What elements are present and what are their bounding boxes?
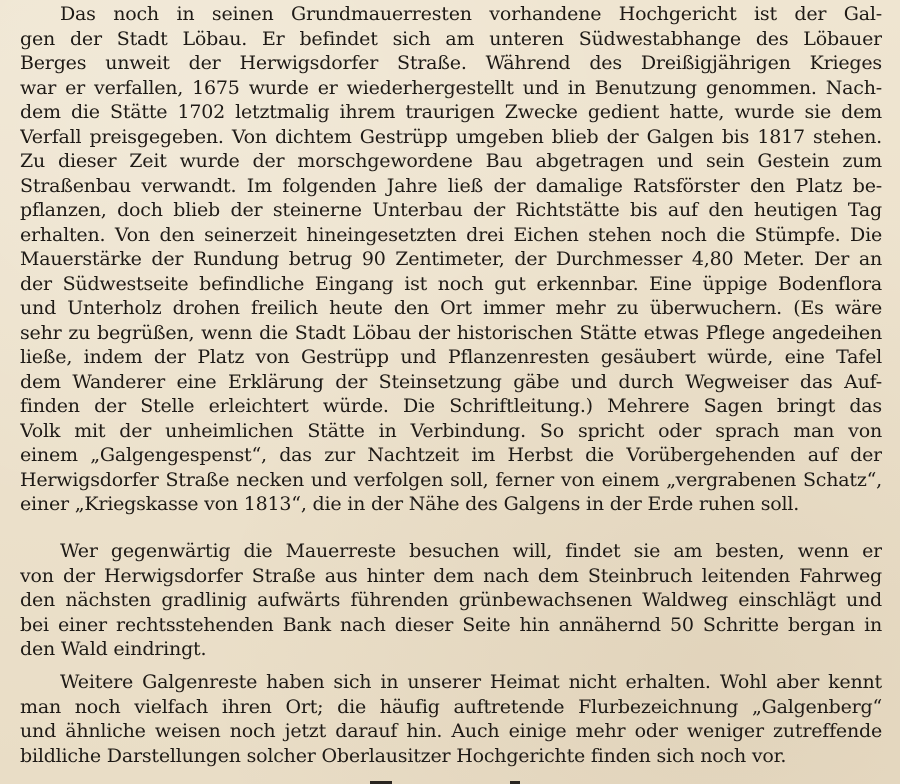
text-line: ließe, indem der Platz von Gestrüpp und Pflanzenresten gesäubert würde, eine Tafel [20, 346, 882, 368]
text-line: von der Herwigsdorfer Straße aus hinter dem nach dem Steinbruch leitenden Fahrweg [20, 564, 882, 587]
text-line: dem Wanderer eine Erklärung der Steinsetzung gäbe und durch Wegweiser das Auf- [20, 370, 882, 393]
text-line: einer „Kriegskasse von 1813“, die in der Nähe des Galgens in der Erde ruhen soll. [20, 493, 800, 515]
text-line: Herwigsdorfer Straße necken und verfolgen soll, ferner von einem „vergrabenen Schatz“, [20, 468, 882, 491]
text-line: Zu dieser Zeit wurde der morschgewordene Bau abgetragen und sein Gestein zum [20, 150, 882, 172]
text-line: der Südwestseite befindliche Eingang ist noch gut erkennbar. Eine üppige Bodenflora [20, 272, 882, 295]
text-line: Verfall preisgegeben. Von dichtem Gestrüpp umgeben blieb der Galgen bis 1817 stehen. [20, 125, 882, 148]
text-line: pflanzen, doch blieb der steinerne Unterbau der Richtstätte bis auf den heutigen Tag [20, 199, 882, 221]
text-line: Das noch in seinen Grundmauerresten vorhandene Hochgericht ist der Gal- [60, 3, 882, 25]
text-line: finden der Stelle erleichtert würde. Die Schriftleitung.) Mehrere Sagen bringt das [20, 395, 882, 417]
text-line: den nächsten gradlinig aufwärts führenden grünbewachsenen Waldweg einschlägt und [20, 589, 882, 611]
text-line: den Wald eindringt. [20, 638, 207, 660]
text-line: Mauerstärke der Rundung betrug 90 Zentimeter, der Durchmesser 4,80 Meter. Der an [20, 248, 882, 270]
footer-marks [0, 778, 900, 784]
text-line: und Unterholz drohen freilich heute den Ort immer mehr zu überwuchern. (Es wäre [20, 297, 882, 319]
paragraph-1 [20, 2, 882, 517]
text-line: dem die Stätte 1702 letztmalig ihrem traurigen Zwecke gedient hatte, wurde sie dem [20, 101, 882, 123]
text-line: war er verfallen, 1675 wurde er wiederhergestellt und in Benutzung genommen. Nach- [20, 76, 882, 99]
text-line: gen der Stadt Löbau. Er befindet sich am unteren Südwestabhange des Löbauer [20, 27, 882, 50]
text-line: Straßenbau verwandt. Im folgenden Jahre ließ der damalige Ratsförster den Platz be- [20, 174, 882, 197]
text-line: Volk mit der unheimlichen Stätte in Verbindung. So spricht oder sprach man von [20, 419, 882, 442]
text-line: bildliche Darstellungen solcher Oberlausitzer Hochgerichte finden sich noch vor. [20, 744, 787, 767]
text-line: Berges unweit der Herwigsdorfer Straße. Während des Dreißigjährigen Krieges [20, 52, 882, 74]
text-line: bei einer rechtsstehenden Bank nach dieser Seite hin annähernd 50 Schritte bergan in [20, 613, 882, 636]
text-line: und ähnliche weisen noch jetzt darauf hin. Auch einige mehr oder weniger zutreffende [20, 720, 882, 742]
paragraph-2 [20, 539, 882, 662]
text-line: erhalten. Von den seinerzeit hineingesetzten drei Eichen stehen noch die Stümpfe. Die [20, 223, 882, 246]
text-line: sehr zu begrüßen, wenn die Stadt Löbau der historischen Stätte etwas Pflege angedeihen [20, 321, 882, 344]
text-line: man noch vielfach ihren Ort; die häufig auftretende Flurbezeichnung „Galgenberg“ [20, 695, 882, 718]
text-line: Wer gegenwärtig die Mauerreste besuchen will, findet sie am besten, wenn er [60, 540, 882, 562]
text-line: Weitere Galgenreste haben sich in unserer Heimat nicht erhalten. Wohl aber kennt [60, 671, 882, 693]
text-line: einem „Galgengespenst“, das zur Nachtzeit im Herbst die Vorübergehenden auf der [20, 444, 882, 466]
paragraph-3 [20, 670, 882, 768]
